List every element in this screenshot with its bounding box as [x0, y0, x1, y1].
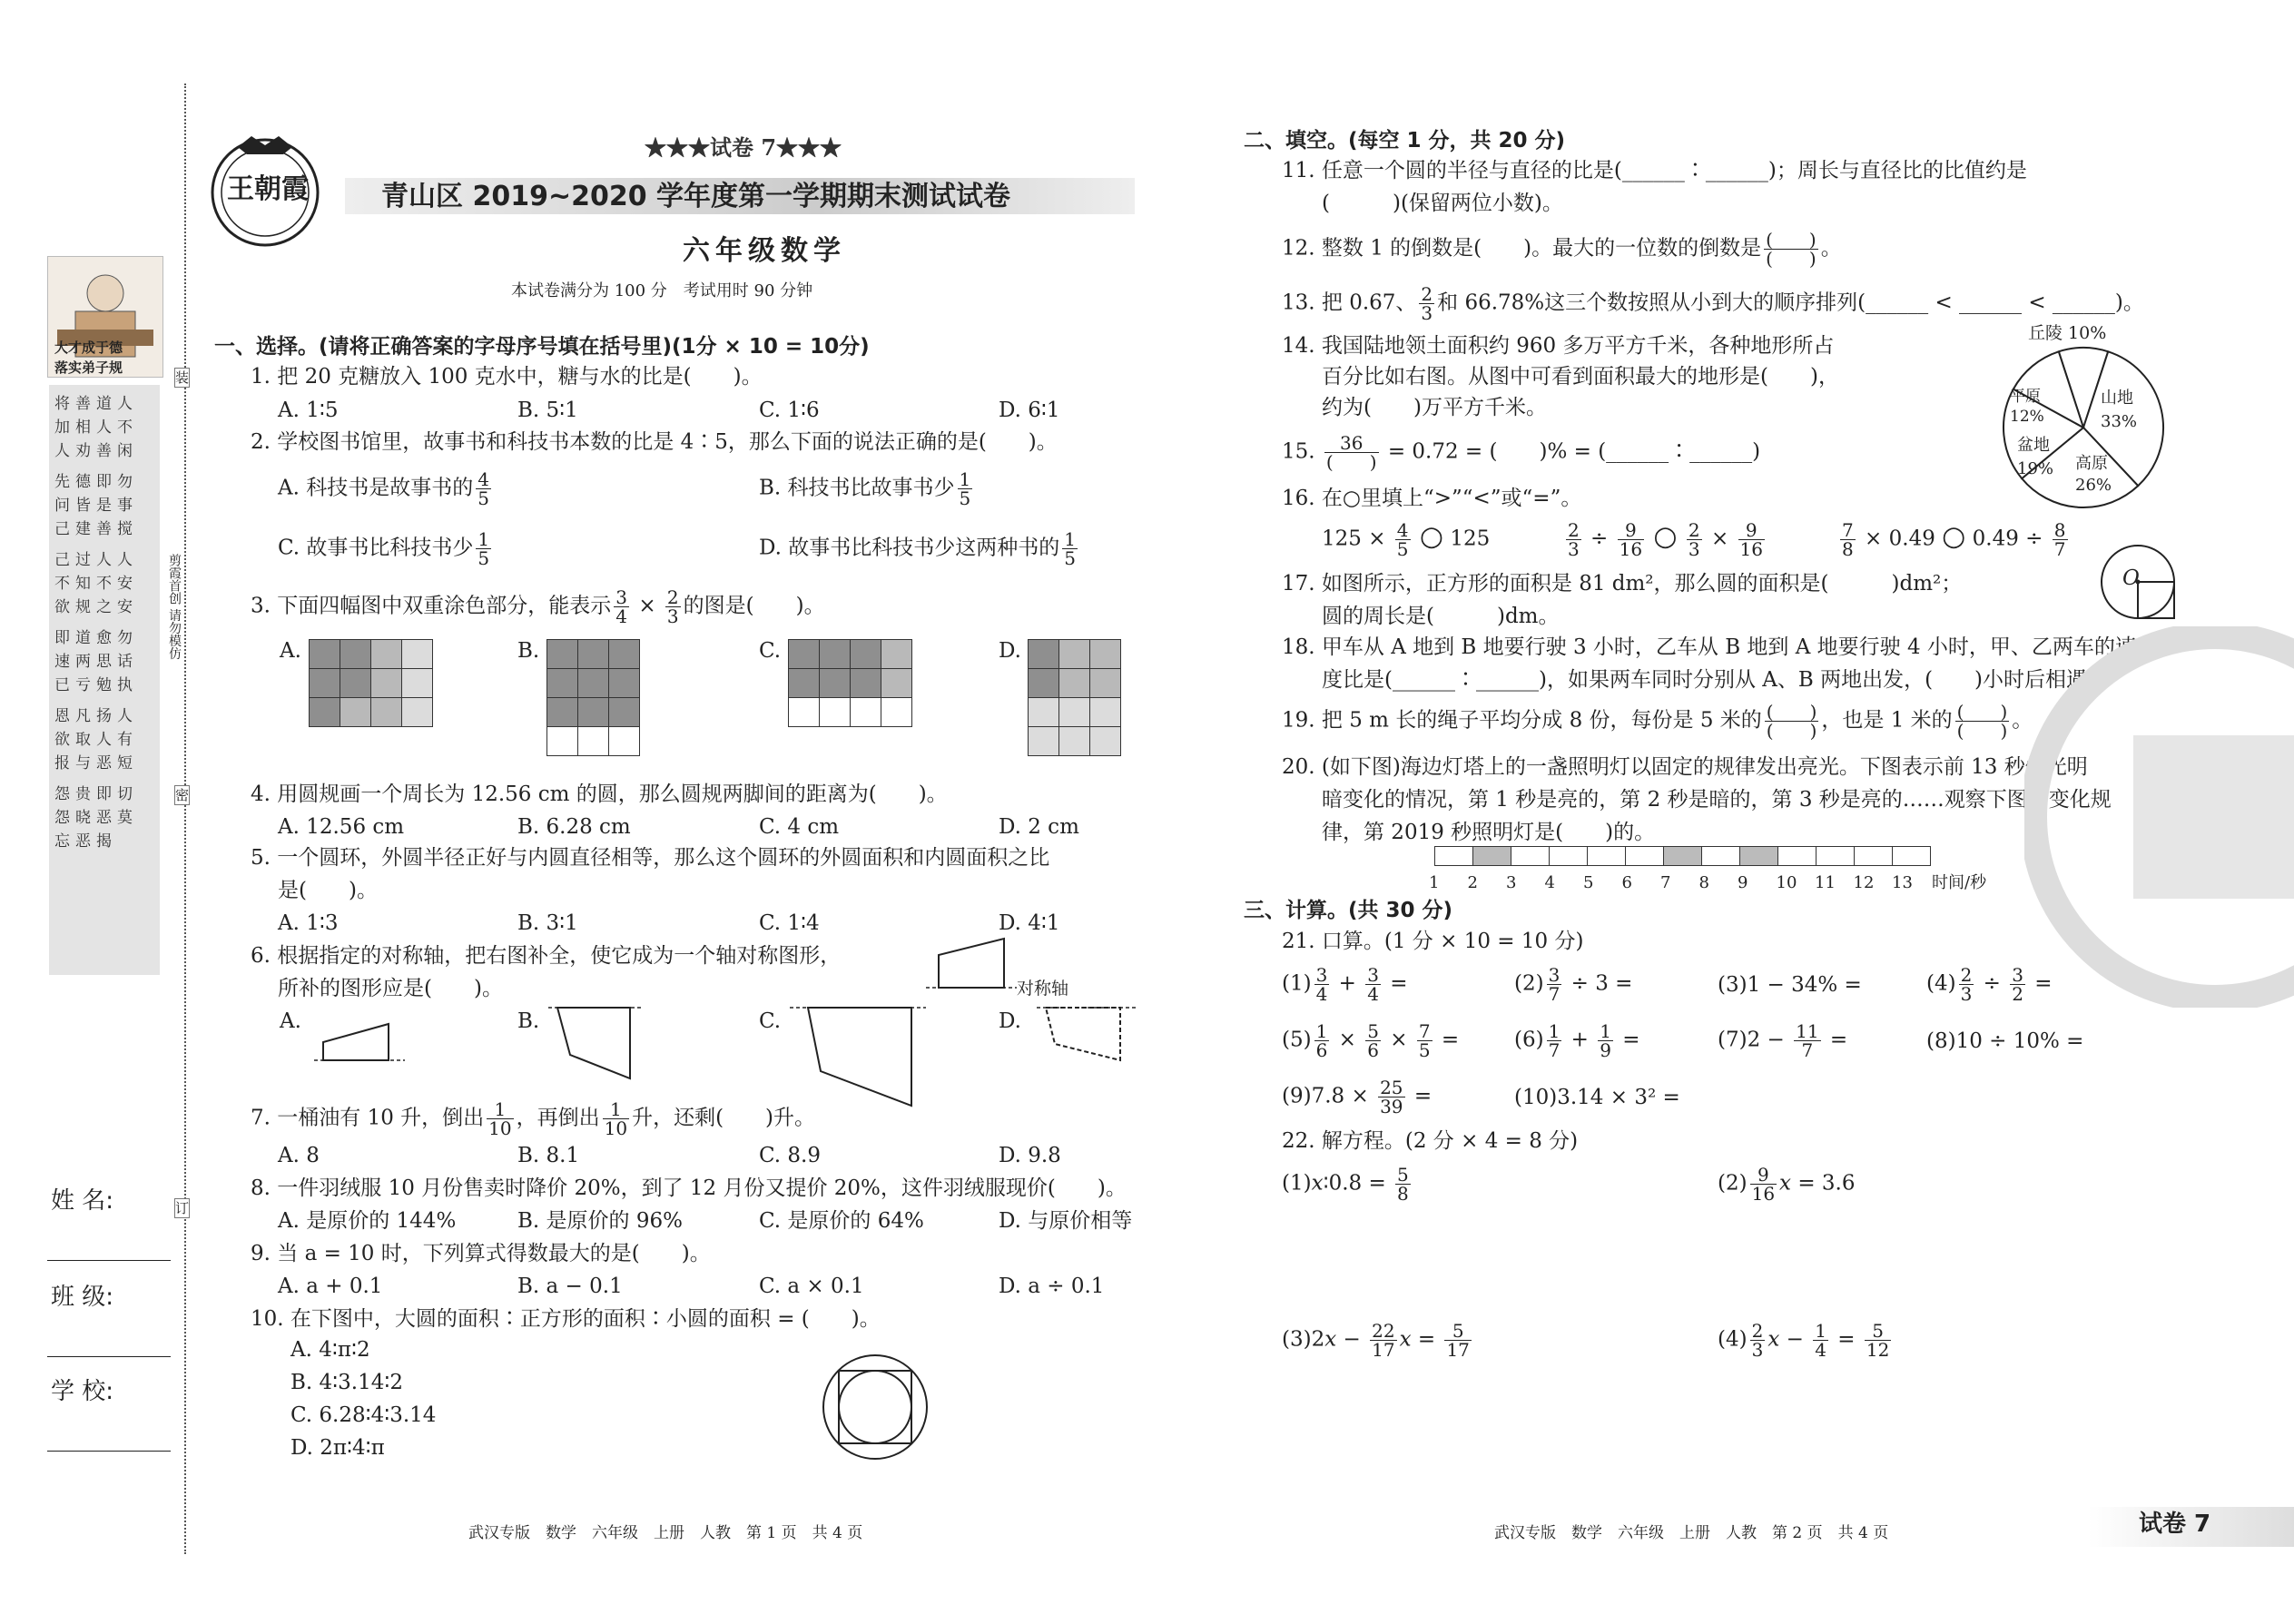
q4-option-d[interactable]: D. 2 cm [999, 815, 1079, 839]
q21-item-9[interactable]: (9)7.8 × $\frac{25}{39}$ = [1282, 1077, 1433, 1117]
q21-stem: 21. 口算。(1 分 × 10 = 10 分) [1282, 930, 1584, 953]
light-tick-7: 7 [1660, 873, 1671, 892]
light-tick-8: 8 [1698, 873, 1709, 892]
cut-line [184, 84, 186, 1554]
q21-item-4[interactable]: (4) $\frac{2}{3}$ ÷ $\frac{3}{2}$ = [1926, 964, 2053, 1005]
q9-option-b[interactable]: B. a − 0.1 [517, 1275, 623, 1298]
light-cell-4 [1550, 847, 1588, 865]
subject-title: 六年级数学 [683, 235, 846, 267]
q7-option-c[interactable]: C. 8.9 [759, 1144, 821, 1167]
q8-option-c[interactable]: C. 是原价的 64% [759, 1209, 924, 1233]
q6-option-b-figure[interactable] [543, 999, 652, 1080]
proverb-text: 将善道人 加相人不 人劝善闲 先德即勿 问皆是事 己建善搅 己过人人 不知不安 欲规之安 即道愈勿 速两思话 已亏勉执 恩凡扬人 欲取人有 报与恶短 怨贵即切 怨晓恶莫 忘恶揭 [54, 395, 138, 851]
light-cell-6 [1626, 847, 1664, 865]
fold-mark-4: 订 [175, 1200, 190, 1216]
light-cell-10 [1778, 847, 1816, 865]
q5-option-b[interactable]: B. 3∶1 [517, 911, 578, 935]
light-tick-10: 10 [1776, 873, 1797, 892]
watermark-stamp [2024, 626, 2294, 1008]
q13: 13. 把 0.67、 $\frac{2}{3}$ 和 66.78%这三个数按照从小到大的顺序排列(______ < ______ < ______)。 [1282, 283, 2144, 324]
school-field[interactable] [47, 1451, 171, 1452]
q6-option-a-figure[interactable] [305, 997, 414, 1062]
q3-label-a[interactable]: A. [280, 639, 301, 663]
q10-option-d[interactable]: D. 2π∶4∶π [290, 1436, 385, 1460]
section1-title: 一、选择。(请将正确答案的字母序号填在括号里)(1分 × 10 = 10分) [214, 335, 870, 359]
q5-stem-1: 5. 一个圆环，外圆半径正好与内圆直径相等，那么这个圆环的外圆面积和内圆面积之比 [251, 846, 1050, 870]
q14-line-2: 百分比如右图。从图中可看到面积最大的地形是( )， [1322, 365, 1839, 389]
q5-option-c[interactable]: C. 1∶4 [759, 911, 820, 935]
q6-option-c-figure[interactable] [784, 999, 930, 1107]
light-cell-5 [1588, 847, 1626, 865]
pie-value-pendi: 19% [2017, 459, 2054, 478]
q6-stem-1: 6. 根据指定的对称轴，把右图补全，使它成为一个轴对称图形， [251, 944, 842, 968]
light-tick-12: 12 [1853, 873, 1875, 892]
q6-axis-label: 对称轴 [1017, 979, 1069, 999]
pie-value-gaoyuan: 26% [2075, 476, 2112, 495]
q7-stem: 7. 一桶油有 10 升，倒出 $\frac{1}{10}$ ，再倒出 $\frac{1}{10}$ 升，还剩( )升。 [251, 1098, 816, 1139]
series-label: ★★★试卷 7★★★ [645, 134, 842, 161]
q16-item-1[interactable]: 125 × $\frac{4}{5}$ ○ 125 [1322, 519, 1491, 560]
q5-option-a[interactable]: A. 1∶3 [278, 911, 339, 935]
light-tick-11: 11 [1815, 873, 1836, 892]
exam-title: 青山区 2019~2020 学年度第一学期期末测试试卷 [381, 181, 1011, 212]
q1-option-a[interactable]: A. 1∶5 [278, 399, 339, 422]
light-cell-13 [1893, 847, 1930, 865]
logo-text: 王朝霞 [227, 173, 309, 205]
q10-option-b[interactable]: B. 4∶3.14∶2 [290, 1371, 403, 1394]
q21-item-8[interactable]: (8)10 ÷ 10% = [1926, 1029, 2084, 1053]
q6-option-d-figure[interactable] [1031, 999, 1140, 1064]
q6-stem-2: 所补的图形应是( )。 [278, 977, 503, 1000]
mascot-caption-1: 大才成于德 [54, 340, 123, 356]
q14-line-1: 14. 我国陆地领土面积约 960 多万平方千米，各种地形所占 [1282, 334, 1835, 358]
q8-option-a[interactable]: A. 是原价的 144% [278, 1209, 457, 1233]
name-label: 姓 名: [51, 1187, 114, 1215]
pie-label-qiuling: 丘陵 10% [2028, 323, 2107, 343]
light-cell-1 [1435, 847, 1473, 865]
q20-line-3: 律，第 2019 秒照明灯是( )的。 [1322, 821, 1656, 844]
q8-option-d[interactable]: D. 与原价相等 [999, 1209, 1133, 1233]
q2-option-c[interactable]: C. 故事书比科技书少 $\frac{1}{5}$ [278, 528, 490, 569]
light-tick-5: 5 [1583, 873, 1594, 892]
footer-right: 武汉专版 数学 六年级 上册 人教 第 2 页 共 4 页 [1494, 1524, 1889, 1542]
q5-stem-2: 是( )。 [278, 879, 378, 902]
q16-item-3[interactable]: $\frac{7}{8}$ × 0.49 ○ 0.49 ÷ $\frac{8}{7}$ [1842, 519, 2066, 560]
pie-label-shandi: 山地 [2101, 389, 2133, 408]
q21-item-1[interactable]: (1) $\frac{3}{4}$ + $\frac{3}{4}$ = [1282, 964, 1408, 1005]
section2-title: 二、填空。(每空 1 分，共 20 分) [1244, 129, 1566, 153]
q22-item-4[interactable]: (4) $\frac{2}{3}$ x − $\frac{1}{4}$ = $\frac{5}{12}$ [1718, 1320, 1890, 1361]
q1-option-d[interactable]: D. 6∶1 [999, 399, 1060, 422]
q22-item-1[interactable]: (1)x∶0.8 = $\frac{5}{8}$ [1282, 1164, 1409, 1205]
q20-axis-unit: 时间/秒 [1932, 873, 1987, 892]
proverb-panel [49, 385, 160, 975]
q3-figure-d[interactable] [1028, 639, 1121, 756]
q6-label-d[interactable]: D. [999, 1009, 1021, 1033]
light-cell-2 [1473, 847, 1511, 865]
q17-center-label: O [2122, 566, 2140, 590]
q9-option-c[interactable]: C. a × 0.1 [759, 1275, 864, 1298]
light-tick-9: 9 [1738, 873, 1748, 892]
class-field[interactable] [47, 1356, 171, 1357]
q11-line-1: 11. 任意一个圆的半径与直径的比是(______∶______)；周长与直径比的比值约是 [1282, 159, 2027, 182]
q10-option-a[interactable]: A. 4∶π∶2 [290, 1338, 370, 1362]
light-cell-8 [1702, 847, 1740, 865]
q22-item-2[interactable]: (2) $\frac{9}{16}$ x = 3.6 [1718, 1164, 1856, 1205]
q3-stem: 3. 下面四幅图中双重涂色部分，能表示 $\frac{3}{4}$ × $\frac{2}{3}$ 的图是( )。 [251, 586, 825, 627]
q16-item-2[interactable]: $\frac{2}{3}$ ÷ $\frac{9}{16}$ ○ $\frac{2}{3}$ × $\frac{9}{16}$ [1568, 519, 1763, 560]
q1-option-c[interactable]: C. 1∶6 [759, 399, 820, 422]
q21-item-7[interactable]: (7)2 − $\frac{11}{7}$ = [1718, 1020, 1848, 1061]
q20-light-strip [1434, 846, 1931, 866]
q8-stem: 8. 一件羽绒服 10 月份售卖时降价 20%，到了 12 月份又提价 20%，这件羽绒服现价( )。 [251, 1176, 1127, 1200]
q10-option-c[interactable]: C. 6.28∶4∶3.14 [290, 1403, 437, 1427]
class-label: 班 级: [51, 1284, 114, 1311]
fold-mark-2: 剪霞首创 请勿模仿 [167, 554, 182, 660]
q4-option-a[interactable]: A. 12.56 cm [278, 815, 405, 839]
pie-label-gaoyuan: 高原 [2075, 454, 2108, 473]
section3-title: 三、计算。(共 30 分) [1244, 899, 1453, 922]
q17-line-2: 圆的周长是( )dm。 [1322, 605, 1560, 628]
q3-label-b[interactable]: B. [517, 639, 540, 663]
q3-label-c[interactable]: C. [759, 639, 782, 663]
q8-option-b[interactable]: B. 是原价的 96% [517, 1209, 683, 1233]
q10-circle-square-figure [821, 1353, 930, 1462]
q6-label-b[interactable]: B. [517, 1009, 540, 1033]
q5-option-d[interactable]: D. 4∶1 [999, 911, 1060, 935]
light-tick-2: 2 [1467, 873, 1478, 892]
q12: 12. 整数 1 的倒数是( )。最大的一位数的倒数是 $\frac{( )}{( )}$ 。 [1282, 229, 1842, 270]
q15: 15. $\frac{36}{( )}$ = 0.72 = ( )% = (______∶______) [1282, 432, 1761, 473]
exam-note: 本试卷满分为 100 分 考试用时 90 分钟 [511, 281, 813, 300]
pie-label-pendi: 盆地 [2017, 436, 2050, 455]
q6-label-c[interactable]: C. [759, 1009, 782, 1033]
footer-tag: 试卷 7 [2139, 1511, 2211, 1538]
light-cell-7 [1664, 847, 1702, 865]
light-tick-3: 3 [1506, 873, 1517, 892]
q18-line-2: 度比是(______∶______)，如果两车同时分别从 A、B 两地出发，( )小时后相遇。 [1322, 668, 2109, 692]
q20-line-1: 20. (如下图)海边灯塔上的一盏照明灯以固定的规律发出亮光。下图表示前 13 秒灯光明 [1282, 755, 2088, 779]
q1-option-b[interactable]: B. 5∶1 [517, 399, 578, 422]
pie-value-pingyuan: 12% [2010, 408, 2044, 426]
q21-item-2[interactable]: (2) $\frac{3}{7}$ ÷ 3 = [1514, 964, 1633, 1005]
light-cell-11 [1816, 847, 1855, 865]
name-field[interactable] [47, 1260, 171, 1261]
q9-option-a[interactable]: A. a + 0.1 [278, 1275, 383, 1298]
q9-option-d[interactable]: D. a ÷ 0.1 [999, 1275, 1105, 1298]
q21-item-3[interactable]: (3)1 − 34% = [1718, 973, 1862, 997]
q3-figure-b[interactable] [546, 639, 640, 756]
q20-line-2: 暗变化的情况，第 1 秒是亮的，第 2 秒是暗的，第 3 秒是亮的……观察下图的变化规 [1322, 788, 2112, 812]
school-label: 学 校: [51, 1378, 114, 1405]
light-cell-12 [1855, 847, 1893, 865]
light-tick-4: 4 [1544, 873, 1555, 892]
q9-stem: 9. 当 a = 10 时，下列算式得数最大的是( )。 [251, 1242, 711, 1265]
q2-stem: 2. 学校图书馆里，故事书和科技书本数的比是 4∶5，那么下面的说法正确的是( )。 [251, 430, 1058, 454]
fold-mark-3: 密 [175, 787, 190, 803]
q22-stem: 22. 解方程。(2 分 × 4 = 8 分) [1282, 1129, 1579, 1153]
q21-item-6[interactable]: (6) $\frac{1}{7}$ + $\frac{1}{9}$ = [1514, 1020, 1640, 1061]
q1-stem: 1. 把 20 克糖放入 100 克水中，糖与水的比是( )。 [251, 365, 763, 389]
q11-line-2: ( )(保留两位小数)。 [1322, 192, 1563, 215]
light-cell-3 [1511, 847, 1550, 865]
fold-mark-1: 装 [175, 369, 190, 386]
q10-stem: 10. 在下图中，大圆的面积∶正方形的面积∶小圆的面积 = ( )。 [251, 1307, 881, 1331]
q4-option-c[interactable]: C. 4 cm [759, 815, 840, 839]
q2-option-a[interactable]: A. 科技书是故事书的 $\frac{4}{5}$ [278, 468, 489, 509]
q7-option-b[interactable]: B. 8.1 [517, 1144, 580, 1167]
q17-line-1: 17. 如图所示，正方形的面积是 81 dm²，那么圆的面积是( )dm²； [1282, 572, 1963, 595]
q19: 19. 把 5 m 长的绳子平均分成 8 份，每份是 5 米的 $\frac{( )}{( )}$ ，也是 1 米的 $\frac{( )}{( )}$ 。 [1282, 701, 2033, 742]
q3-figure-c[interactable] [788, 639, 912, 727]
q21-item-10[interactable]: (10)3.14 × 3² = [1514, 1086, 1680, 1109]
pie-value-shandi: 33% [2101, 412, 2138, 431]
q2-option-b[interactable]: B. 科技书比故事书少 $\frac{1}{5}$ [759, 468, 971, 509]
light-tick-1: 1 [1429, 873, 1440, 892]
q7-option-a[interactable]: A. 8 [278, 1144, 320, 1167]
light-tick-6: 6 [1621, 873, 1632, 892]
footer-left: 武汉专版 数学 六年级 上册 人教 第 1 页 共 4 页 [468, 1524, 863, 1542]
pie-label-pingyuan: 平原 [2010, 388, 2041, 406]
q14-line-3: 约为( )万平方千米。 [1322, 396, 1547, 419]
q21-item-5[interactable]: (5) $\frac{1}{6}$ × $\frac{5}{6}$ × $\frac{7}{5}$ = [1282, 1020, 1460, 1061]
q3-label-d[interactable]: D. [999, 639, 1021, 663]
q6-label-a[interactable]: A. [280, 1009, 301, 1033]
mascot-caption-2: 落实弟子规 [54, 359, 123, 376]
q4-option-b[interactable]: B. 6.28 cm [517, 815, 631, 839]
light-tick-13: 13 [1892, 873, 1913, 892]
q22-item-3[interactable]: (3)2x − $\frac{22}{17}$ x = $\frac{5}{17}$ [1282, 1320, 1470, 1361]
q16-stem: 16. 在○里填上“>”“<”或“=”。 [1282, 487, 1582, 510]
q2-option-d[interactable]: D. 故事书比科技书少这两种书的 $\frac{1}{5}$ [759, 528, 1076, 569]
q4-stem: 4. 用圆规画一个周长为 12.56 cm 的圆，那么圆规两脚间的距离为( )。 [251, 782, 948, 806]
light-cell-9 [1740, 847, 1778, 865]
q3-figure-a[interactable] [309, 639, 433, 727]
q7-option-d[interactable]: D. 9.8 [999, 1144, 1061, 1167]
q18-line-1: 18. 甲车从 A 地到 B 地要行驶 3 小时，乙车从 B 地到 A 地要行驶 4 小时，甲、乙两车的速 [1282, 635, 2136, 659]
